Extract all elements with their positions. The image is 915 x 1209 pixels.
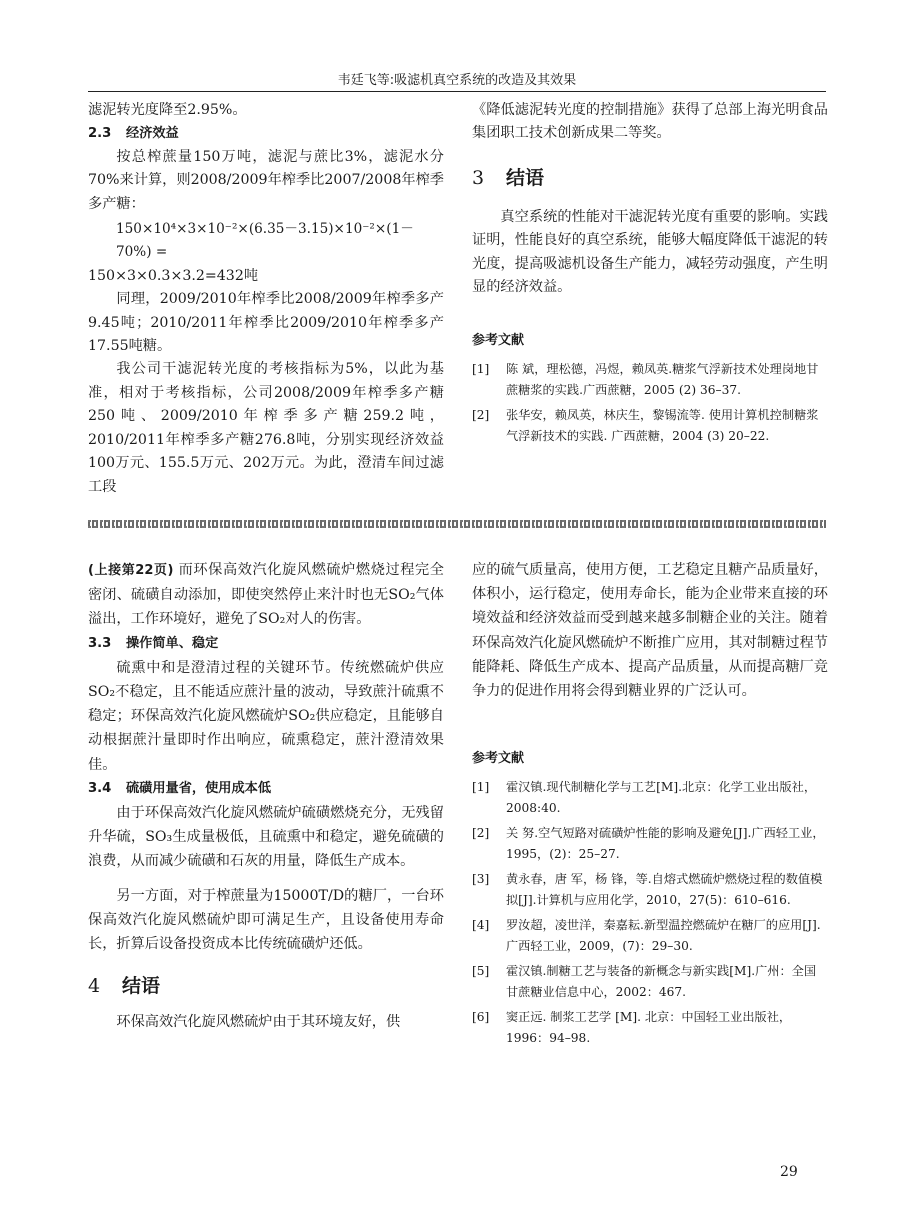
reference-number: [1] (472, 780, 490, 795)
reference-number: [2] (472, 826, 490, 841)
section-heading-3: 3 结语 (472, 166, 545, 189)
formula-line: 150×10⁴×3×10⁻²×(6.35－3.15)×10⁻²×(1－70%) = (116, 221, 414, 261)
continued-from-tag: (上接第22页) (88, 563, 174, 578)
reference-number: [2] (472, 408, 490, 423)
reference-number: [3] (472, 872, 490, 887)
paragraph: 同理，2009/2010年榨季比2008/2009年榨季多产9.45吨；2010/2011年榨季比2009/2010年榨季多产17.55吨糖。 (88, 291, 444, 355)
reference-item (472, 405, 828, 447)
top-left-column (88, 99, 444, 499)
reference-text: 罗汝超，凌世洋，秦嘉耘.新型温控燃硫炉在糖厂的应用[J].广西轻工业，2009，(7)：29–30. (506, 918, 821, 954)
top-right-column (472, 99, 828, 451)
references-heading: 参考文献 (472, 751, 525, 767)
reference-number: [1] (472, 362, 490, 377)
reference-item (472, 823, 828, 865)
reference-item (472, 869, 828, 911)
reference-number: [5] (472, 964, 490, 979)
paragraph: 按总榨蔗量150万吨，滤泥与蔗比3%，滤泥水分70%来计算，则2008/2009年榨季比2007/2008年榨季多产糖： (88, 148, 444, 212)
page-number: 29 (780, 1164, 798, 1180)
reference-text: 霍汉镇.现代制糖化学与工艺[M].北京：化学工业出版社，2008:40. (506, 780, 817, 816)
reference-item (472, 915, 828, 957)
paragraph: 另一方面，对于榨蔗量为15000T/D的糖厂，一台环保高效汽化旋风燃硫炉即可满足生产，且设备使用寿命长，折算后设备投资成本比传统硫磺炉还低。 (88, 887, 444, 953)
reference-item (472, 777, 828, 819)
paragraph: 真空系统的性能对干滤泥转光度有重要的影响。实践证明，性能良好的真空系统，能够大幅度降低干滤泥的转光度，提高吸滤机设备生产能力，减轻劳动强度，产生明显的经济效益。 (472, 208, 828, 296)
section-heading-3-4: 3.4 硫磺用量省，使用成本低 (88, 780, 272, 796)
reference-text: 霍汉镇.制糖工艺与装备的新概念与新实践[M].广州：全国甘蔗糖业信息中心，2002：467. (506, 964, 817, 1000)
paragraph: 硫熏中和是澄清过程的关键环节。传统燃硫炉供应SO₂不稳定，且不能适应蔗汁量的波动，导致蔗汁硫熏不稳定；环保高效汽化旋风燃硫炉SO₂供应稳定，且能够自动根据蔗汁量即时作出响应，硫熏稳定，蔗汁澄清效果佳。 (88, 659, 444, 773)
reference-number: [6] (472, 1010, 490, 1025)
reference-text: 张华安，赖凤英，林庆生，黎锡流等. 使用计算机控制糖浆气浮新技术的实践. 广西蔗糖，2004 (3) 20–22. (506, 408, 819, 444)
reference-item (472, 359, 828, 401)
paragraph: (上接第22页) 而环保高效汽化旋风燃硫炉燃烧过程完全密闭、硫磺自动添加，即使突然停止来汁时也无SO₂气体溢出，工作环境好，避免了SO₂对人的伤害。 (88, 562, 444, 628)
bottom-left-column (88, 558, 444, 1034)
header-rule (88, 91, 826, 92)
paragraph: 滤泥转光度降至2.95%。 (88, 102, 247, 118)
section-divider (88, 520, 826, 528)
reference-number: [4] (472, 918, 490, 933)
section-heading-3-3: 3.3 操作简单、稳定 (88, 635, 219, 651)
formula-line: 150×3×0.3×3.2=432吨 (88, 267, 259, 284)
reference-text: 关 努.空气短路对硫磺炉性能的影响及避免[J].广西轻工业，1995，(2)：25–27. (506, 826, 825, 862)
section-heading-2-3: 2.3 经济效益 (88, 126, 179, 142)
paragraph: 应的硫气质量高，使用方便，工艺稳定且糖产品质量好，体积小，运行稳定，使用寿命长，能为企业带来直接的环境效益和经济效益而受到越来越多制糖企业的关注。随着环保高效汽化旋风燃硫炉不断推广应用，其对制糖过程节能降耗、降低生产成本、提高产品质量，从而提高糖厂竞争力的促进作用将会得到糖业界的广泛认可。 (472, 562, 828, 700)
reference-list (472, 359, 828, 447)
reference-text: 黄永春，唐 军，杨 锋，等.自熔式燃硫炉燃烧过程的数值模拟[J].计算机与应用化学，2010，27(5)：610–616. (506, 872, 823, 908)
reference-text: 窦正远. 制浆工艺学 [M]. 北京：中国轻工业出版社，1996：94–98. (506, 1010, 792, 1046)
reference-list (472, 777, 828, 1049)
paragraph: 我公司干滤泥转光度的考核指标为5%，以此为基准，相对于考核指标，公司2008/2009年榨季多产糖250吨、2009/2010年榨季多产糖259.2吨，2010/2011年榨季多产糖276.8吨，分别实现经济效益100万元、155.5万元、202万元。为此，澄清车间过滤工段 (88, 361, 444, 495)
bottom-right-column (472, 558, 828, 1053)
paragraph: 由于环保高效汽化旋风燃硫炉硫磺燃烧充分，无残留升华硫，SO₃生成量极低，且硫熏中和稳定，避免硫磺的浪费，从而减少硫磺和石灰的用量，降低生产成本。 (88, 805, 444, 870)
running-header: 韦廷飞等:吸滤机真空系统的改造及其效果 (337, 73, 577, 88)
reference-item (472, 961, 828, 1003)
references-heading: 参考文献 (472, 333, 525, 349)
paragraph: 《降低滤泥转光度的控制措施》获得了总部上海光明食品集团职工技术创新成果二等奖。 (472, 102, 828, 142)
paragraph: 环保高效汽化旋风燃硫炉由于其环境友好，供 (116, 1014, 401, 1031)
section-heading-4: 4 结语 (88, 975, 161, 998)
reference-text: 陈 斌，理松德，冯煜，赖凤英.糖浆气浮新技术处理岗地甘蔗糖浆的实践.广西蔗糖，2005 (2) 36–37. (506, 362, 819, 398)
reference-item (472, 1007, 828, 1049)
